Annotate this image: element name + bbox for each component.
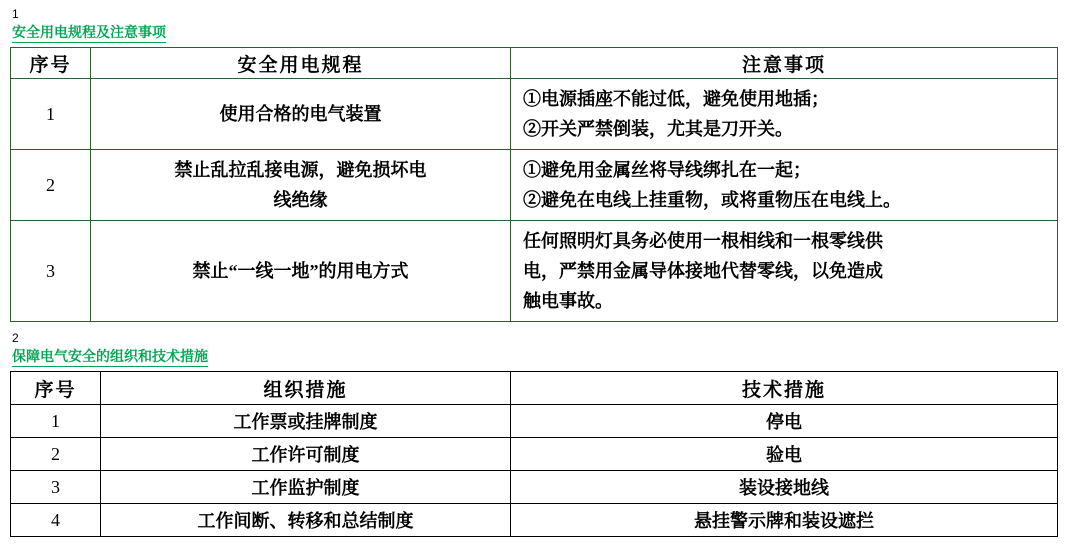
row-index: 1 bbox=[11, 79, 91, 150]
section-2 bbox=[10, 330, 1059, 537]
safety-regulations-table bbox=[10, 47, 1058, 322]
column-header-organizational: 组织措施 bbox=[101, 372, 511, 405]
table-header-row bbox=[11, 48, 1058, 79]
section-1-number: 1 bbox=[12, 7, 19, 21]
row-organizational: 工作许可制度 bbox=[101, 438, 511, 471]
row-technical: 悬挂警示牌和装设遮拦 bbox=[511, 504, 1058, 537]
row-index: 1 bbox=[11, 405, 101, 438]
text-line: 任何照明灯具务必使用一根相线和一根零线供 bbox=[523, 231, 883, 251]
table-row bbox=[11, 405, 1058, 438]
row-technical: 装设接地线 bbox=[511, 471, 1058, 504]
text-line: ①避免用金属丝将导线绑扎在一起； bbox=[523, 160, 811, 180]
table-row bbox=[11, 504, 1058, 537]
text-line: 线绝缘 bbox=[273, 190, 328, 210]
text-line: 使用合格的电气装置 bbox=[219, 104, 382, 124]
section-1 bbox=[10, 6, 1059, 322]
row-index: 3 bbox=[11, 221, 91, 322]
text-line: 触电事故。 bbox=[523, 291, 613, 311]
table-row bbox=[11, 471, 1058, 504]
row-notes bbox=[511, 221, 1058, 322]
text-line: 电，严禁用金属导体接地代替零线，以免造成 bbox=[523, 261, 883, 281]
column-header-technical: 技术措施 bbox=[511, 372, 1058, 405]
row-regulation bbox=[91, 150, 511, 221]
row-technical: 验电 bbox=[511, 438, 1058, 471]
row-organizational: 工作票或挂牌制度 bbox=[101, 405, 511, 438]
column-header-index: 序号 bbox=[11, 48, 91, 79]
row-technical: 停电 bbox=[511, 405, 1058, 438]
table-row bbox=[11, 221, 1058, 322]
text-line: ②开关严禁倒装，尤其是刀开关。 bbox=[523, 119, 793, 139]
row-index: 3 bbox=[11, 471, 101, 504]
row-regulation bbox=[91, 221, 511, 322]
row-regulation bbox=[91, 79, 511, 150]
text-line: ①电源插座不能过低，避免使用地插； bbox=[523, 89, 829, 109]
table-row bbox=[11, 79, 1058, 150]
row-organizational: 工作监护制度 bbox=[101, 471, 511, 504]
table-header-row bbox=[11, 372, 1058, 405]
text-line: 禁止乱拉乱接电源，避免损坏电 bbox=[174, 160, 427, 180]
column-header-regulation: 安全用电规程 bbox=[91, 48, 511, 79]
text-line: ②避免在电线上挂重物，或将重物压在电线上。 bbox=[523, 190, 901, 210]
row-organizational: 工作间断、转移和总结制度 bbox=[101, 504, 511, 537]
table-row bbox=[11, 150, 1058, 221]
section-2-number: 2 bbox=[12, 331, 19, 345]
safety-measures-table bbox=[10, 371, 1058, 537]
column-header-notes: 注意事项 bbox=[511, 48, 1058, 79]
row-index: 4 bbox=[11, 504, 101, 537]
row-notes bbox=[511, 150, 1058, 221]
row-index: 2 bbox=[11, 150, 91, 221]
column-header-index: 序号 bbox=[11, 372, 101, 405]
section-2-heading: 保障电气安全的组织和技术措施 bbox=[12, 347, 208, 367]
text-line: 禁止“一线一地”的用电方式 bbox=[192, 261, 409, 281]
row-index: 2 bbox=[11, 438, 101, 471]
table-row bbox=[11, 438, 1058, 471]
row-notes bbox=[511, 79, 1058, 150]
section-1-heading: 安全用电规程及注意事项 bbox=[12, 23, 166, 43]
